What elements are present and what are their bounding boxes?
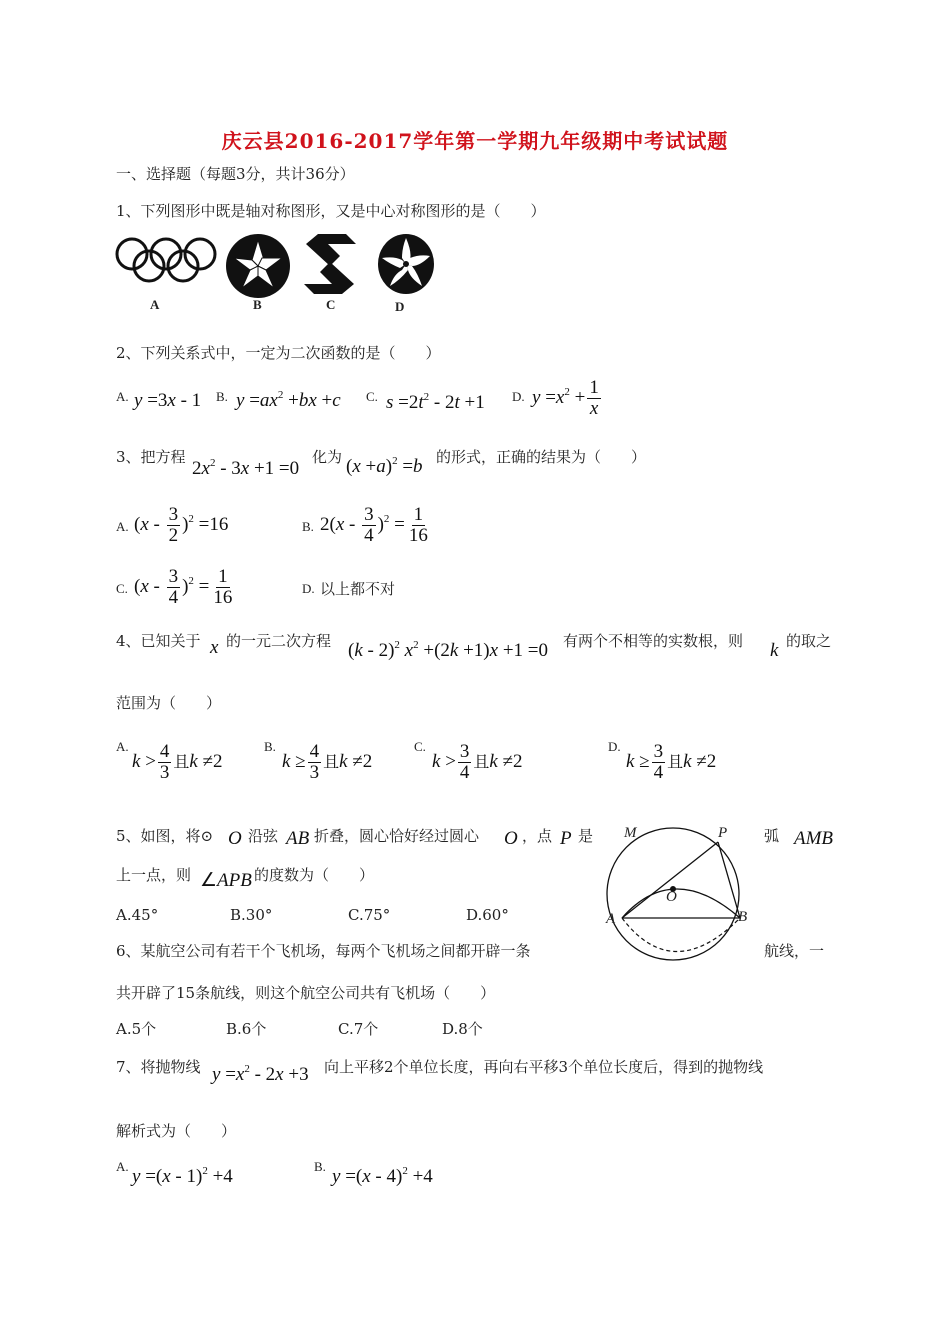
q6-option-b: B.6个: [226, 1020, 267, 1038]
question-7-stem-b: 向上平移2个单位长度，再向右平移3个单位长度后，得到的抛物线: [324, 1058, 764, 1076]
q4-var-k: k: [770, 640, 779, 661]
question-5-stem-f: 弧: [764, 827, 780, 845]
question-5-stem-h: 的度数为（ ）: [254, 866, 375, 884]
question-4-stem-e: 范围为（ ）: [116, 694, 222, 712]
q2-label-a: A.: [116, 389, 129, 404]
question-5-stem-b: 沿弦: [248, 827, 279, 845]
q3-target-form: $(x +a)^2 =b$: [346, 455, 423, 477]
question-6-stem-b: 航线，一: [764, 942, 825, 960]
fig-label-m: M: [624, 825, 637, 841]
q4-option-d-formula: k ≥ $\frac{3}{4}$ 且k ≠2: [626, 741, 717, 783]
fig-label-b: B: [738, 909, 748, 925]
q6-option-d: D.8个: [442, 1020, 483, 1038]
question-2-stem: 2、下列关系式中，一定为二次函数的是（ ）: [116, 344, 441, 362]
question-5-stem-c: 折叠，圆心恰好经过圆心: [314, 827, 480, 845]
q7-option-a-formula: y =(x - 1)$^2$ +4: [132, 1165, 233, 1187]
q6-option-c: C.7个: [338, 1020, 379, 1038]
q7-label-b: B.: [314, 1159, 326, 1174]
q3-option-d-text: 以上都不对: [320, 580, 396, 598]
q5-arc-amb: AMB: [794, 828, 834, 849]
q4-label-a: A.: [116, 739, 129, 754]
question-5-stem-e: 是: [578, 827, 594, 845]
q5-option-a: A.45°: [116, 906, 159, 924]
q3-label-d: D.: [302, 581, 315, 596]
question-7-stem-c: 解析式为（ ）: [116, 1122, 237, 1140]
shuriken-icon: [376, 232, 436, 296]
q1-label-a: A: [150, 297, 160, 312]
q4-option-b-formula: k ≥ $\frac{4}{3}$ 且k ≠2: [282, 741, 373, 783]
q5-var-p: P: [560, 828, 572, 849]
page-title: 庆云县2016-2017学年第一学期九年级期中考试试题: [221, 129, 729, 153]
fig-label-o: O: [666, 889, 677, 905]
q5-option-b: B.30°: [230, 906, 273, 924]
q4-var-x: x: [210, 637, 219, 658]
q4-and-a: 且: [173, 751, 190, 771]
q3-label-b: B.: [302, 519, 314, 534]
fig-label-a: A: [606, 911, 616, 927]
q1-label-b: B: [253, 297, 262, 312]
q1-label-d: D: [395, 299, 405, 314]
question-4-stem-d: 的取之: [786, 632, 832, 650]
q7-label-a: A.: [116, 1159, 129, 1174]
question-5-stem-d: ，点: [522, 827, 553, 845]
olympic-rings-icon: [114, 236, 218, 284]
pinwheel-star-icon: [224, 232, 292, 300]
q3-option-c-formula: (x - $\frac{3}{4}$ )$^2$ = $\frac{1}{16}$: [134, 566, 233, 608]
suzuki-s-icon: [300, 232, 360, 296]
q2-label-b: B.: [216, 389, 228, 404]
q5-option-d: D.60°: [466, 906, 509, 924]
q5-option-c: C.75°: [348, 906, 391, 924]
question-4-stem-c: 有两个不相等的实数根，则: [563, 632, 744, 650]
question-3-stem-c: 的形式，正确的结果为（ ）: [436, 448, 647, 466]
question-4-stem-a: 4、已知关于: [116, 632, 201, 650]
question-4-stem-b: 的一元二次方程: [226, 632, 332, 650]
question-5-stem-g: 上一点，则: [116, 866, 192, 884]
q4-option-a-formula: k > $\frac{4}{3}$ 且k ≠2: [132, 741, 223, 783]
q3-label-c: C.: [116, 581, 128, 596]
circle-fold-figure: [600, 820, 770, 970]
q3-option-a-formula: (x - $\frac{3}{2}$ )$^2$ =16: [134, 504, 229, 546]
q3-label-a: A.: [116, 519, 129, 534]
question-7-stem-a: 7、将抛物线: [116, 1058, 201, 1076]
question-6-stem-c: 共开辟了15条航线，则这个航空公司共有飞机场（ ）: [116, 984, 496, 1002]
q2-label-c: C.: [366, 389, 378, 404]
q4-and-b: 且: [323, 751, 340, 771]
q6-option-a: A.5个: [116, 1020, 157, 1038]
question-3-stem-b: 化为: [312, 448, 343, 466]
q4-equation: (k - 2)$^2$ $x^2 +(2k +1)x +1 =0$: [348, 639, 549, 661]
q3-option-b-formula: 2(x - $\frac{3}{4}$ )$^2$ = $\frac{1}{16}$: [320, 504, 428, 546]
q1-label-c: C: [326, 297, 336, 312]
q5-chord-ab: AB: [286, 828, 310, 849]
q5-var-o2: O: [504, 828, 518, 849]
fig-label-p: P: [718, 825, 728, 841]
q2-option-b-formula: $y =ax^2 +bx +c$: [236, 389, 341, 411]
q4-and-c: 且: [473, 751, 490, 771]
q3-equation: $2x^2 - 3x +1 =0$: [192, 457, 300, 479]
q4-label-c: C.: [414, 739, 426, 754]
q2-option-a-formula: y =3x - 1: [134, 390, 202, 411]
question-1-stem: 1、下列图形中既是轴对称图形，又是中心对称图形的是（ ）: [116, 202, 546, 220]
q2-option-d-formula: $y =x^2$ + $\frac{1}{x}$: [532, 377, 599, 419]
q2-label-d: D.: [512, 389, 525, 404]
q5-angle-apb: ∠APB: [200, 870, 252, 891]
q4-label-b: B.: [264, 739, 276, 754]
q7-option-b-formula: y =(x - 4)$^2$ +4: [332, 1165, 433, 1187]
question-3-stem-a: 3、把方程: [116, 448, 186, 466]
q7-parabola: $y =x^2 - 2x +3$: [212, 1063, 309, 1085]
q4-label-d: D.: [608, 739, 621, 754]
q4-and-d: 且: [667, 751, 684, 771]
q5-var-o: O: [228, 828, 242, 849]
question-6-stem-a: 6、某航空公司有若干个飞机场，每两个飞机场之间都开辟一条: [116, 942, 531, 960]
q4-option-c-formula: k > $\frac{3}{4}$ 且k ≠2: [432, 741, 523, 783]
question-5-stem-a: 5、如图，将⊙: [116, 827, 214, 845]
section-heading: 一、选择题（每题3分，共计36分）: [116, 165, 355, 183]
q2-option-c-formula: $s =2t^2 - 2t +1$: [386, 391, 485, 413]
